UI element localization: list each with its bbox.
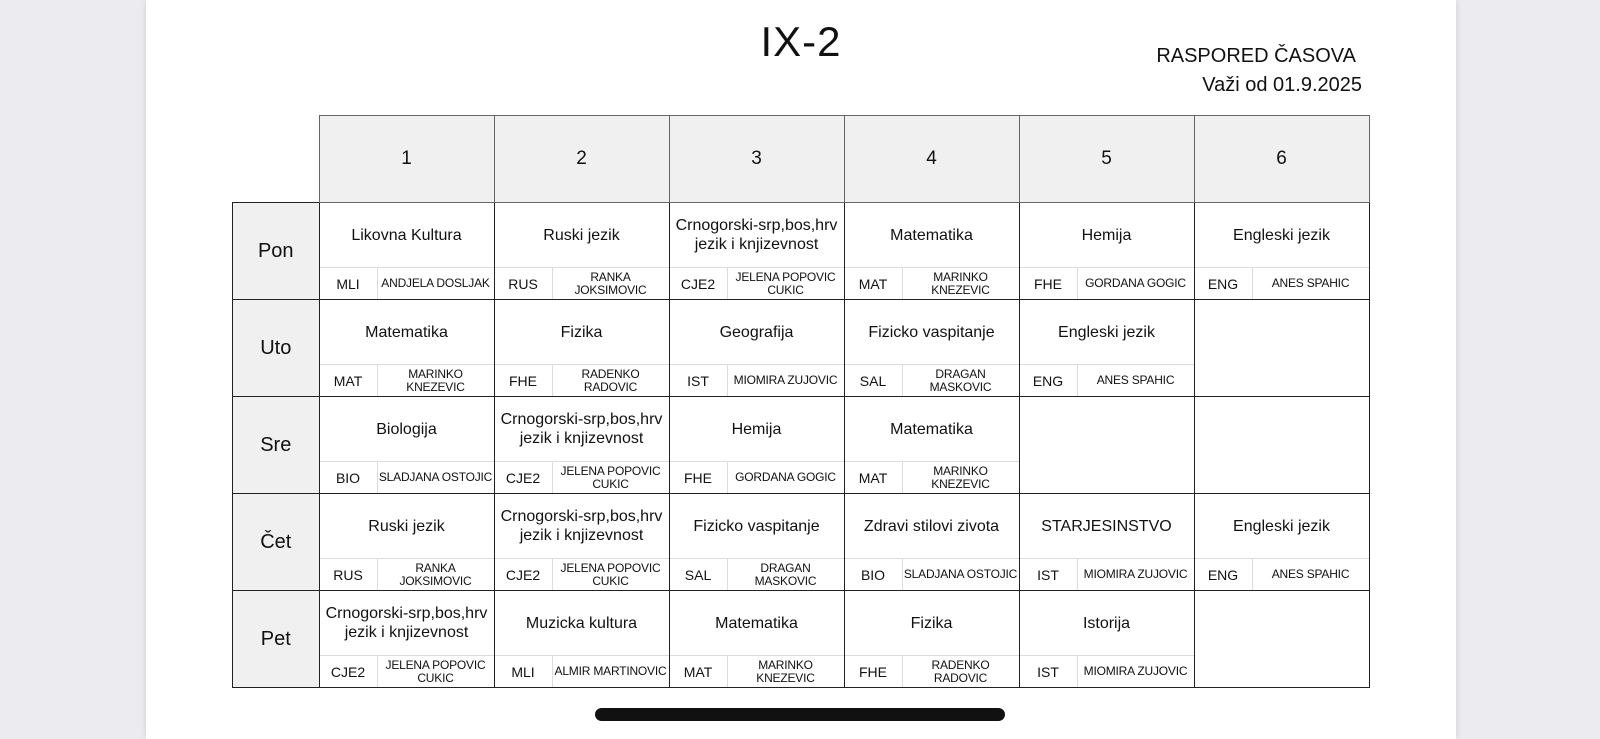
subject-code: FHE — [670, 462, 728, 493]
lesson — [670, 397, 844, 493]
teacher-name: MARINKO KNEZEVIC — [931, 463, 990, 491]
lesson-cell — [319, 591, 494, 688]
subject-code: FHE — [495, 365, 553, 396]
lesson-meta — [1195, 267, 1369, 299]
empty-cell — [1019, 397, 1194, 494]
lesson-cell — [669, 203, 844, 300]
subject-code: BIO — [845, 559, 903, 590]
subject-code: RUS — [495, 268, 553, 299]
lesson-cell — [319, 300, 494, 397]
subject-name: Geografija — [719, 323, 794, 341]
teacher-name: GORDANA GOGIC — [735, 470, 836, 484]
subject-code: MLI — [320, 268, 378, 299]
class-title: IX-2 — [760, 18, 842, 65]
lesson — [670, 300, 844, 396]
lesson-cell — [1019, 591, 1194, 688]
subject-name: Biologija — [376, 420, 437, 438]
lesson — [1195, 494, 1369, 590]
day-row-3 — [233, 397, 1370, 494]
teacher-name: MARINKO KNEZEVIC — [756, 657, 815, 685]
teacher-name: ANDJELA DOSLJAK — [381, 276, 490, 290]
period-4-header: 4 — [844, 116, 1019, 203]
timetable — [232, 115, 1370, 688]
lesson-cell — [844, 397, 1019, 494]
schedule-title: RASPORED ČASOVA — [1156, 45, 1356, 67]
teacher-name: MARINKO KNEZEVIC — [931, 269, 990, 297]
lesson-cell — [669, 300, 844, 397]
subject-code: IST — [1020, 656, 1078, 687]
day-label: Uto — [233, 300, 320, 397]
empty-cell — [1194, 300, 1369, 397]
period-1-header: 1 — [319, 116, 494, 203]
period-6-header: 6 — [1194, 116, 1369, 203]
lesson-meta — [320, 267, 494, 299]
lesson — [670, 494, 844, 590]
lesson-cell — [1194, 203, 1369, 300]
lesson — [320, 397, 494, 493]
subject-code: FHE — [845, 656, 903, 687]
lesson-meta — [1020, 364, 1194, 396]
period-2-header: 2 — [494, 116, 669, 203]
lesson-cell — [494, 494, 669, 591]
subject-code: MAT — [320, 365, 378, 396]
subject-code: MAT — [845, 462, 903, 493]
lesson — [1195, 203, 1369, 299]
teacher-name: MIOMIRA ZUJOVIC — [733, 373, 838, 387]
subject-name: Fizika — [560, 323, 603, 341]
teacher-name: ANES SPAHIC — [1096, 373, 1175, 387]
subject-code: CJE2 — [320, 656, 378, 687]
lesson-meta — [495, 267, 669, 299]
lesson-meta — [1020, 267, 1194, 299]
lesson — [320, 300, 494, 396]
lesson — [845, 591, 1019, 687]
day-row-1 — [233, 203, 1370, 300]
teacher-name: JELENA POPOVIC CUKIC — [385, 657, 486, 685]
teacher-name: RANKA JOKSIMOVIC — [399, 560, 472, 588]
lesson — [845, 203, 1019, 299]
subject-code: CJE2 — [495, 559, 553, 590]
home-indicator[interactable] — [595, 708, 1005, 721]
lesson-meta — [670, 364, 844, 396]
subject-name: Crnogorski-srp,bos,hrv jezik i knjizevnost — [500, 411, 663, 447]
subject-name: Ruski jezik — [543, 226, 620, 244]
lesson-meta — [320, 461, 494, 493]
teacher-name: RADENKO RADOVIC — [931, 657, 990, 685]
lesson-meta — [670, 267, 844, 299]
teacher-name: JELENA POPOVIC CUKIC — [560, 463, 661, 491]
lesson — [845, 494, 1019, 590]
lesson-cell — [494, 300, 669, 397]
subject-code: SAL — [845, 365, 903, 396]
teacher-name: MARINKO KNEZEVIC — [406, 366, 465, 394]
lesson — [1020, 591, 1194, 687]
day-label: Čet — [233, 494, 320, 591]
lesson-cell — [844, 300, 1019, 397]
lesson-meta — [1020, 558, 1194, 590]
teacher-name: GORDANA GOGIC — [1085, 276, 1186, 290]
empty-cell — [1194, 591, 1369, 688]
teacher-name: DRAGAN MASKOVIC — [929, 366, 992, 394]
day-row-5 — [233, 591, 1370, 688]
lesson — [845, 300, 1019, 396]
period-header-row — [233, 116, 1370, 203]
day-row-4 — [233, 494, 1370, 591]
subject-code: RUS — [320, 559, 378, 590]
corner-cell — [233, 116, 320, 203]
teacher-name: DRAGAN MASKOVIC — [754, 560, 817, 588]
subject-name: Zdravi stilovi zivota — [863, 517, 1000, 535]
subject-code: SAL — [670, 559, 728, 590]
day-row-2 — [233, 300, 1370, 397]
subject-name: Matematika — [715, 614, 798, 632]
subject-code: CJE2 — [495, 462, 553, 493]
lesson-meta — [495, 461, 669, 493]
subject-code: FHE — [1020, 268, 1078, 299]
lesson-meta — [845, 267, 1019, 299]
subject-code: CJE2 — [670, 268, 728, 299]
subject-code: IST — [670, 365, 728, 396]
subject-name: Engleski jezik — [1233, 226, 1330, 244]
lesson — [320, 494, 494, 590]
lesson-meta — [670, 461, 844, 493]
teacher-name: JELENA POPOVIC CUKIC — [735, 269, 836, 297]
lesson-meta — [495, 364, 669, 396]
subject-name: Matematika — [890, 226, 973, 244]
lesson-cell — [1019, 203, 1194, 300]
subject-name: Matematika — [365, 323, 448, 341]
teacher-name: ANES SPAHIC — [1271, 567, 1350, 581]
lesson-meta — [320, 558, 494, 590]
lesson-cell — [844, 591, 1019, 688]
lesson — [495, 203, 669, 299]
subject-name: Fizicko vaspitanje — [868, 323, 995, 341]
subject-name: Engleski jezik — [1233, 517, 1330, 535]
subject-code: IST — [1020, 559, 1078, 590]
lesson — [495, 397, 669, 493]
subject-name: Istorija — [1082, 614, 1131, 632]
lesson-cell — [669, 494, 844, 591]
lesson-meta — [495, 655, 669, 687]
lesson-meta — [320, 655, 494, 687]
teacher-name: MIOMIRA ZUJOVIC — [1083, 567, 1188, 581]
subject-name: Fizika — [910, 614, 953, 632]
lesson-cell — [494, 397, 669, 494]
subject-code: BIO — [320, 462, 378, 493]
lesson — [845, 397, 1019, 493]
period-5-header: 5 — [1019, 116, 1194, 203]
subject-name: Matematika — [890, 420, 973, 438]
lesson-meta — [495, 558, 669, 590]
teacher-name: SLADJANA OSTOJIC — [903, 567, 1018, 581]
lesson — [495, 494, 669, 590]
lesson — [670, 203, 844, 299]
subject-name: Ruski jezik — [368, 517, 445, 535]
subject-code: MAT — [670, 656, 728, 687]
lesson-cell — [844, 203, 1019, 300]
period-3-header: 3 — [669, 116, 844, 203]
subject-code: MLI — [495, 656, 553, 687]
day-label: Pet — [233, 591, 320, 688]
teacher-name: SLADJANA OSTOJIC — [378, 470, 493, 484]
subject-name: Crnogorski-srp,bos,hrv jezik i knjizevnost — [675, 217, 838, 253]
lesson — [320, 203, 494, 299]
subject-code: ENG — [1195, 268, 1253, 299]
subject-name: Hemija — [731, 420, 782, 438]
lesson-cell — [319, 203, 494, 300]
lesson — [495, 300, 669, 396]
lesson-cell — [494, 591, 669, 688]
subject-name: Hemija — [1081, 226, 1132, 244]
lesson-cell — [844, 494, 1019, 591]
lesson-meta — [670, 558, 844, 590]
teacher-name: MIOMIRA ZUJOVIC — [1083, 664, 1188, 678]
lesson-meta — [670, 655, 844, 687]
empty-cell — [1194, 397, 1369, 494]
lesson-meta — [845, 364, 1019, 396]
teacher-name: JELENA POPOVIC CUKIC — [560, 560, 661, 588]
teacher-name: ALMIR MARTINOVIC — [554, 664, 667, 678]
valid-from-date: Važi od 01.9.2025 — [1202, 74, 1362, 96]
lesson-cell — [494, 203, 669, 300]
lesson-cell — [669, 591, 844, 688]
lesson-cell — [319, 494, 494, 591]
subject-code: ENG — [1020, 365, 1078, 396]
lesson — [670, 591, 844, 687]
teacher-name: ANES SPAHIC — [1271, 276, 1350, 290]
subject-code: MAT — [845, 268, 903, 299]
day-label: Pon — [233, 203, 320, 300]
lesson-meta — [1020, 655, 1194, 687]
lesson-meta — [845, 558, 1019, 590]
day-label: Sre — [233, 397, 320, 494]
subject-name: Muzicka kultura — [525, 614, 638, 632]
subject-name: Fizicko vaspitanje — [693, 517, 820, 535]
lesson — [320, 591, 494, 687]
lesson — [1020, 203, 1194, 299]
lesson-cell — [1194, 494, 1369, 591]
teacher-name: RADENKO RADOVIC — [581, 366, 640, 394]
subject-name: Likovna Kultura — [351, 226, 462, 244]
schedule-header — [1156, 42, 1362, 100]
subject-code: ENG — [1195, 559, 1253, 590]
lesson-meta — [845, 655, 1019, 687]
lesson-meta — [320, 364, 494, 396]
lesson — [495, 591, 669, 687]
lesson-cell — [1019, 300, 1194, 397]
subject-name: Crnogorski-srp,bos,hrv jezik i knjizevnost — [500, 508, 663, 544]
lesson-cell — [319, 397, 494, 494]
lesson-cell — [669, 397, 844, 494]
lesson — [1020, 494, 1194, 590]
lesson — [1020, 300, 1194, 396]
subject-name: STARJESINSTVO — [1041, 517, 1172, 535]
lesson-meta — [1195, 558, 1369, 590]
subject-name: Engleski jezik — [1058, 323, 1155, 341]
lesson-meta — [845, 461, 1019, 493]
subject-name: Crnogorski-srp,bos,hrv jezik i knjizevnost — [325, 605, 488, 641]
lesson-cell — [1019, 494, 1194, 591]
teacher-name: RANKA JOKSIMOVIC — [574, 269, 647, 297]
